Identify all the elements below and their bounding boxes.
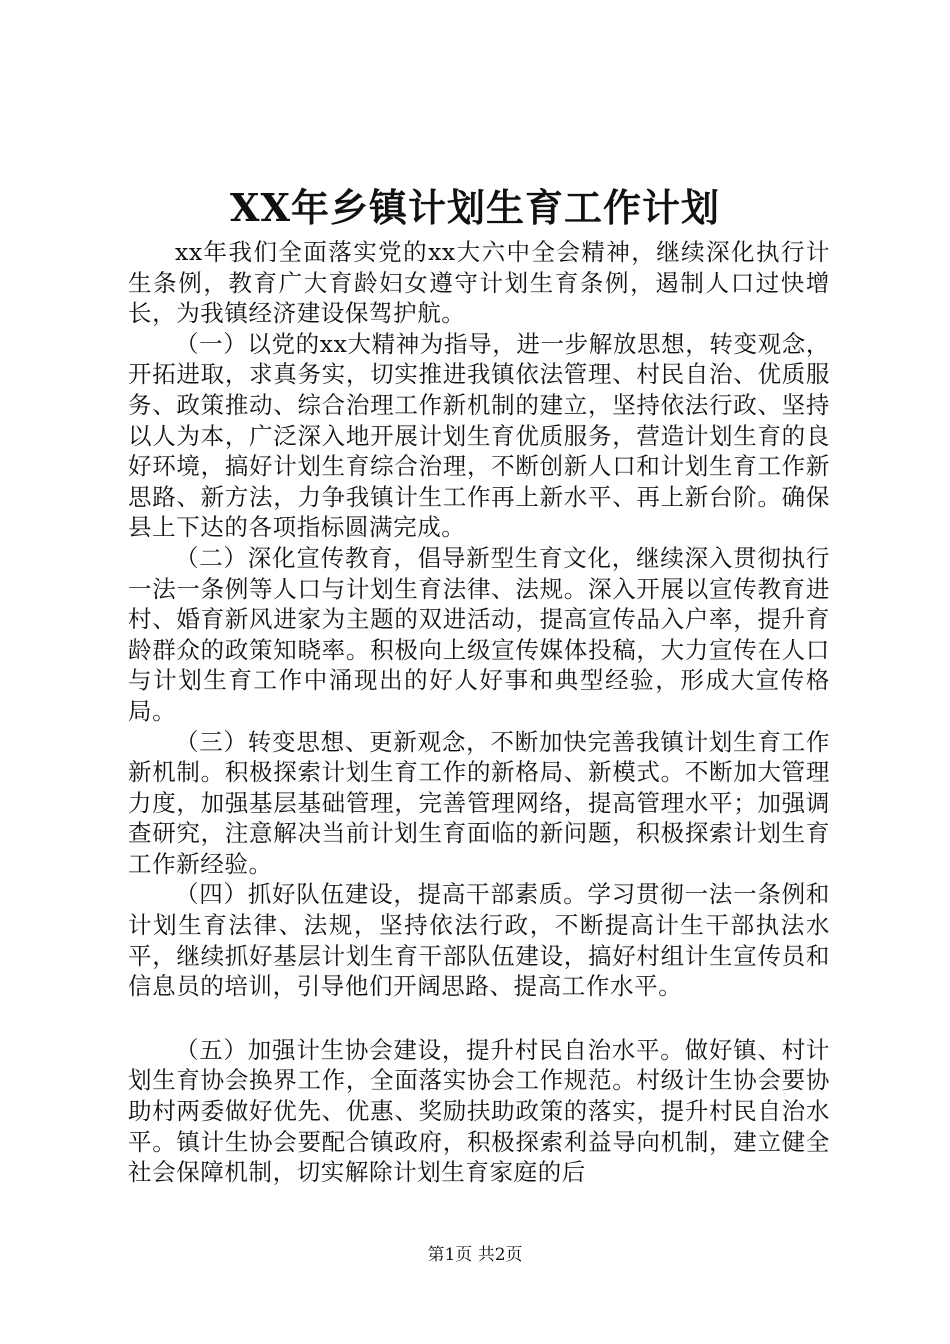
paragraph-intro: xx年我们全面落实党的xx大六中全会精神，继续深化执行计生条例，教育广大育龄妇女遵守计划生育条例，遏制人口过快增长，为我镇经济建设保驾护航。 [128,238,830,328]
paragraph-section-1: （一）以党的xx大精神为指导，进一步解放思想，转变观念，开拓进取，求真务实，切实推进我镇依法管理、村民自治、优质服务、政策推动、综合治理工作新机制的建立，坚持依法行政、坚持以人为本，广泛深入地开展计划生育优质服务，营造计划生育的良好环境，搞好计划生育综合治理，不断创新人口和计划生育工作新思路、新方法，力争我镇计生工作再上新水平、再上新台阶。确保县上下达的各项指标圆满完成。 [128,329,830,542]
document-body [128,237,830,1188]
document-title: XX年乡镇计划生育工作计划 [230,185,720,230]
paragraph-section-4: （四）抓好队伍建设，提高干部素质。学习贯彻一法一条例和计划生育法律、法规，坚持依法行政，不断提高计生干部执法水平，继续抓好基层计划生育干部队伍建设，搞好村组计生宣传员和信息员的培训，引导他们开阔思路、提高工作水平。 [128,880,830,1001]
paragraph-section-5: （五）加强计生协会建设，提升村民自治水平。做好镇、村计划生育协会换界工作，全面落实协会工作规范。村级计生协会要协助村两委做好优先、优惠、奖励扶助政策的落实，提升村民自治水平。镇计生协会要配合镇政府，积极探索利益导向机制，建立健全社会保障机制，切实解除计划生育家庭的后 [128,1035,830,1187]
paragraph-section-2: （二）深化宣传教育，倡导新型生育文化，继续深入贯彻执行一法一条例等人口与计划生育法律、法规。深入开展以宣传教育进村、婚育新风进家为主题的双进活动，提高宣传品入户率，提升育龄群众的政策知晓率。积极向上级宣传媒体投稿，大力宣传在人口与计划生育工作中涌现出的好人好事和典型经验，形成大宣传格局。 [128,543,830,725]
paragraph-section-3: （三）转变思想、更新观念，不断加快完善我镇计划生育工作新机制。积极探索计划生育工作的新格局、新模式。不断加大管理力度，加强基层基础管理，完善管理网络，提高管理水平；加强调查研究，注意解决当前计划生育面临的新问题，积极探索计划生育工作新经验。 [128,727,830,878]
page-number-footer: 第1页 共2页 [427,1245,523,1265]
